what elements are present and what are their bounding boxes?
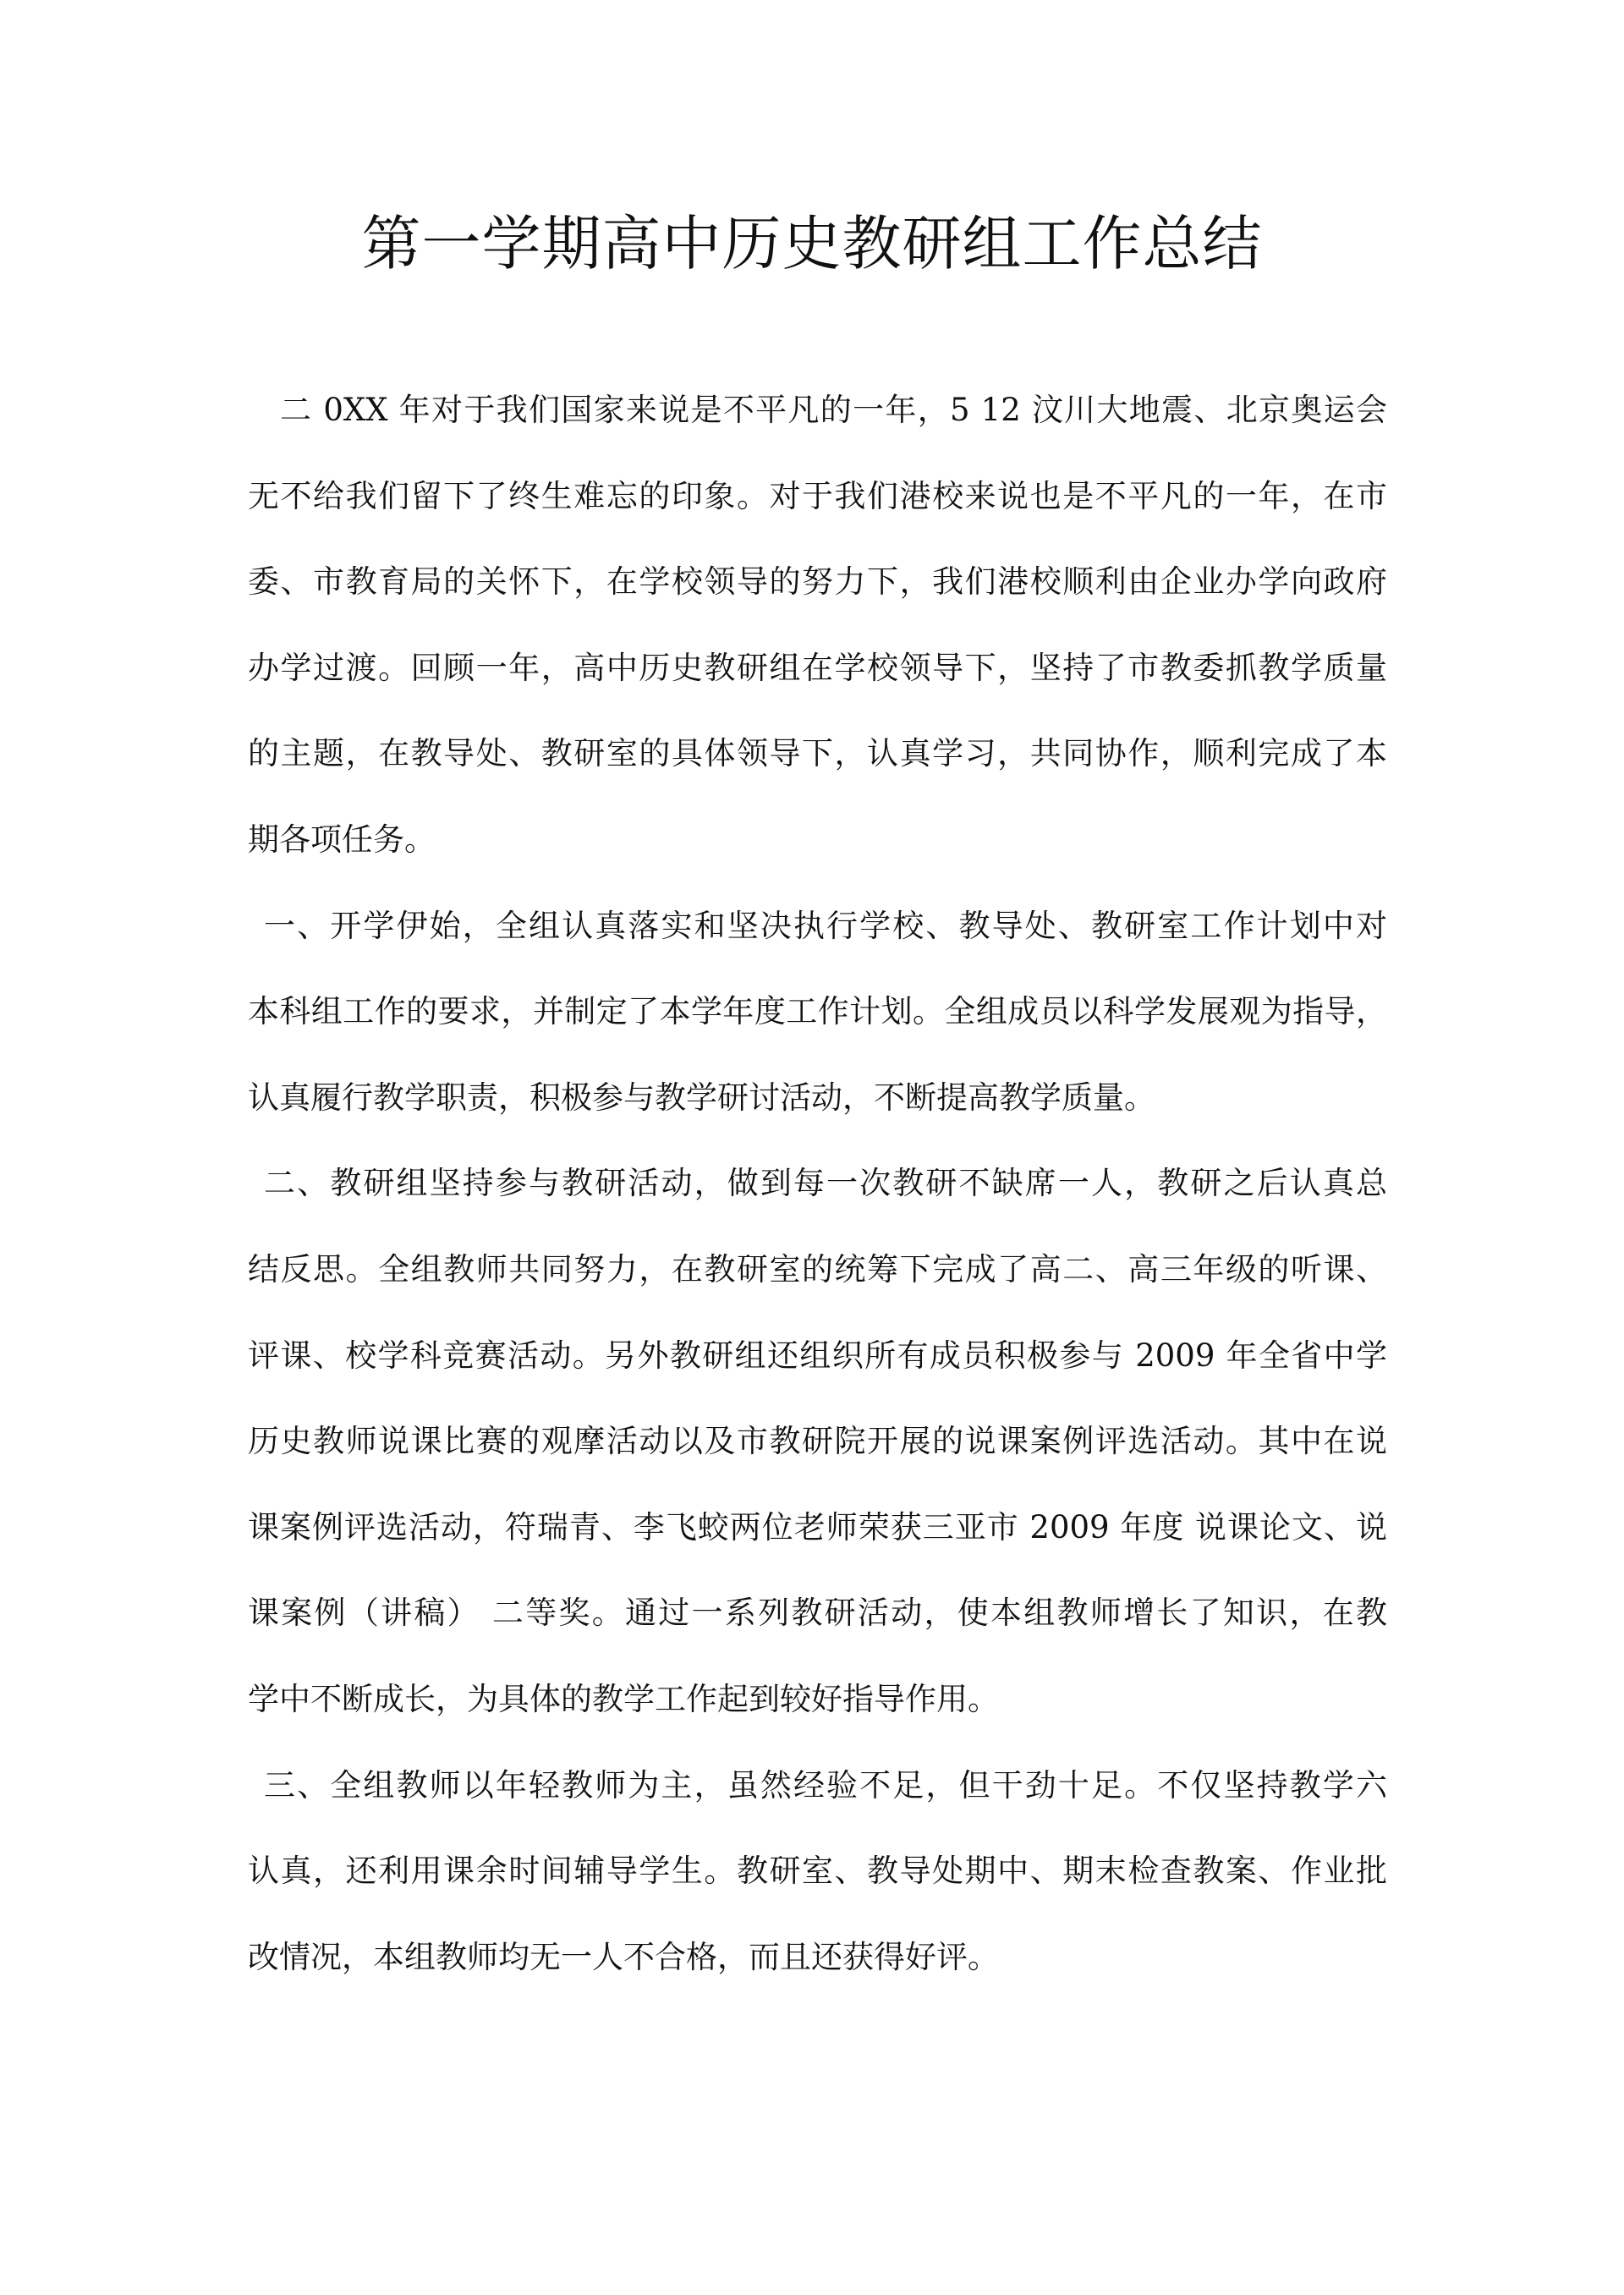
paragraph-line: 无不给我们留下了终生难忘的印象。对于我们港校来说也是不平凡的一年，在市 xyxy=(248,477,1387,514)
paragraph-section-2 xyxy=(248,1140,1387,1742)
paragraph-line: 评课、校学科竞赛活动。另外教研组还组织所有成员积极参与 2009 年全省中学 xyxy=(248,1337,1387,1374)
paragraph-intro xyxy=(248,367,1387,883)
paragraph-line: 历史教师说课比赛的观摩活动以及市教研院开展的说课案例评选活动。其中在说 xyxy=(248,1423,1387,1460)
paragraph-line: 本科组工作的要求，并制定了本学年度工作计划。全组成员以科学发展观为指导， xyxy=(248,993,1387,1030)
paragraph-section-1 xyxy=(248,883,1387,1141)
paragraph-line: 期各项任务。 xyxy=(248,821,436,858)
paragraph-line: 认真履行教学职责，积极参与教学研讨活动，不断提高教学质量。 xyxy=(248,1079,1155,1116)
document-body xyxy=(248,367,1387,2000)
paragraph-line: 结反思。全组教师共同努力，在教研室的统筹下完成了高二、高三年级的听课、 xyxy=(248,1250,1387,1288)
paragraph-line: 二 0XX 年对于我们国家来说是不平凡的一年，5 12 汶川大地震、北京奥运会 xyxy=(280,392,1387,428)
paragraph-line: 学中不断成长，为具体的教学工作起到较好指导作用。 xyxy=(248,1680,999,1717)
paragraph-line: 委、市教育局的关怀下，在学校领导的努力下，我们港校顺利由企业办学向政府 xyxy=(248,563,1387,601)
paragraph-line: 办学过渡。回顾一年，高中历史教研组在学校领导下，坚持了市教委抓教学质量 xyxy=(248,649,1387,686)
paragraph-section-3 xyxy=(248,1743,1387,2001)
paragraph-line: 认真，还利用课余时间辅导学生。教研室、教导处期中、期末检查教案、作业批 xyxy=(248,1853,1387,1890)
paragraph-line: 一、开学伊始，全组认真落实和坚决执行学校、教导处、教研室工作计划中对 xyxy=(264,907,1387,944)
paragraph-line: 课案例评选活动，符瑞青、李飞蛟两位老师荣获三亚市 2009 年度 说课论文、说 xyxy=(248,1508,1387,1546)
paragraph-line: 的主题，在教导处、教研室的具体领导下，认真学习，共同协作，顺利完成了本 xyxy=(248,735,1387,772)
paragraph-line: 课案例（讲稿） 二等奖。通过一系列教研活动，使本组教师增长了知识，在教 xyxy=(248,1595,1387,1632)
paragraph-line: 三、全组教师以年轻教师为主，虽然经验不足，但干劲十足。不仅坚持教学六 xyxy=(264,1766,1387,1804)
document-title: 第一学期高中历史教研组工作总结 xyxy=(361,209,1263,278)
paragraph-line: 二、教研组坚持参与教研活动，做到每一次教研不缺席一人，教研之后认真总 xyxy=(264,1165,1387,1202)
paragraph-line: 改情况，本组教师均无一人不合格，而且还获得好评。 xyxy=(248,1938,999,1975)
